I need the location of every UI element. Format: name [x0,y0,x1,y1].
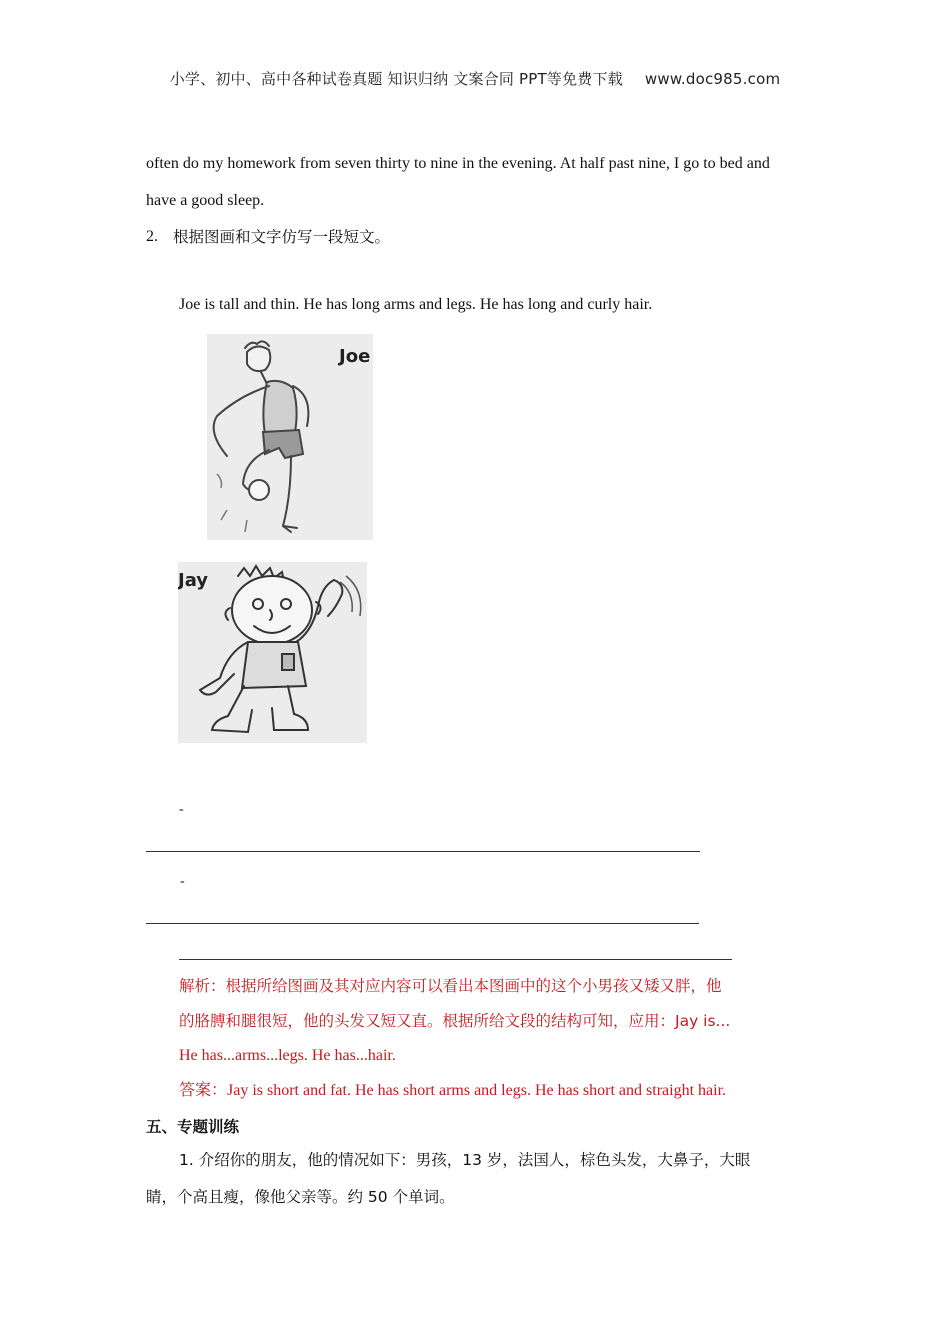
jay-label: Jay [178,570,209,591]
joe-label: Joe [339,346,371,367]
jay-illustration [178,562,367,743]
answer-line: 答案：Jay is short and fat. He has short arms and legs. He has short and straight hair. [179,1082,727,1099]
example-sentence: Joe is tall and thin. He has long arms and legs. He has long and curly hair. [179,296,653,313]
header-site: www.doc985.com [644,70,781,88]
item-2-instruction: 根据图画和文字仿写一段短文。 [173,228,391,246]
writing-line-2[interactable] [146,923,699,924]
paragraph-line-2: have a good sleep. [146,192,265,209]
writing-line-1[interactable] [146,851,700,852]
analysis-line-3: He has...arms...legs. He has...hair. [179,1047,396,1064]
task-1-line-2: 睛，个高且瘦，像他父亲等。约 50 个单词。 [146,1188,455,1206]
blank-marker-1: - [179,802,184,817]
item-2-number: 2. [146,228,158,245]
page-header [0,68,950,89]
writing-line-3[interactable] [179,959,732,960]
blank-marker-2: - [180,874,185,889]
header-text: 小学、初中、高中各种试卷真题 知识归纳 文案合同 PPT等免费下载 [169,70,623,88]
analysis-line-1: 解析：根据所给图画及其对应内容可以看出本图画中的这个小男孩又矮又胖，他 [179,977,722,995]
paragraph-line-1: often do my homework from seven thirty to nine in the evening. At half past nine, I go to bed and [146,155,770,172]
section-5-title: 五、专题训练 [146,1118,240,1136]
analysis-line-2: 的胳膊和腿很短，他的头发又短又直。根据所给文段的结构可知，应用：Jay is... [179,1012,731,1030]
task-1-line-1: 1. 介绍你的朋友，他的情况如下：男孩，13 岁，法国人，棕色头发，大鼻子，大眼 [179,1151,751,1169]
joe-illustration [207,334,373,540]
